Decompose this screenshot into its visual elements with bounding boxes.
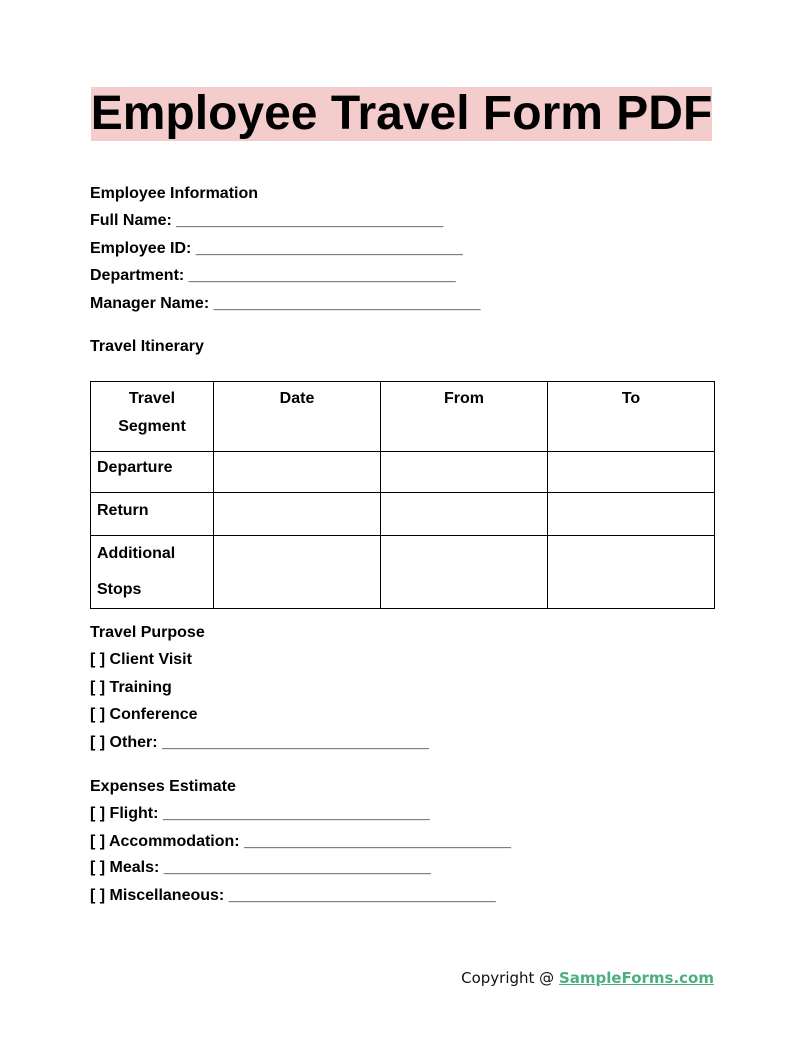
copyright-notice xyxy=(461,968,714,988)
expense-flight[interactable]: [ ] Flight: ______________________________ xyxy=(90,805,430,822)
row-label-additional-stops: Additional Stops xyxy=(91,536,214,609)
departure-to-cell[interactable] xyxy=(548,452,715,493)
expenses-heading: Expenses Estimate xyxy=(90,778,236,795)
expense-accommodation[interactable]: [ ] Accommodation: ______________________________ xyxy=(90,833,512,850)
column-header-segment: Travel Segment xyxy=(91,382,214,452)
return-from-cell[interactable] xyxy=(381,493,548,536)
purpose-heading: Travel Purpose xyxy=(90,624,205,641)
table-row xyxy=(91,493,715,536)
purpose-option-conference[interactable]: [ ] Conference xyxy=(90,706,198,723)
employee-id-field[interactable]: Employee ID: ______________________________ xyxy=(90,240,463,257)
purpose-option-client-visit[interactable]: [ ] Client Visit xyxy=(90,651,192,668)
column-header-date: Date xyxy=(214,382,381,452)
departure-date-cell[interactable] xyxy=(214,452,381,493)
copyright-prefix: Copyright @ xyxy=(461,969,559,987)
stops-date-cell[interactable] xyxy=(214,536,381,609)
page-title: Employee Travel Form PDF xyxy=(90,87,713,140)
itinerary-table xyxy=(90,381,715,609)
title-wrapper xyxy=(0,87,803,141)
column-header-to: To xyxy=(548,382,715,452)
stops-from-cell[interactable] xyxy=(381,536,548,609)
department-field[interactable]: Department: ______________________________ xyxy=(90,267,456,284)
expense-meals[interactable]: [ ] Meals: ______________________________ xyxy=(90,859,431,876)
departure-from-cell[interactable] xyxy=(381,452,548,493)
employee-info-heading: Employee Information xyxy=(90,185,259,202)
table-header-row xyxy=(91,382,715,452)
stops-to-cell[interactable] xyxy=(548,536,715,609)
purpose-option-training[interactable]: [ ] Training xyxy=(90,679,172,696)
row-label-return: Return xyxy=(91,493,214,536)
column-header-from: From xyxy=(381,382,548,452)
brand-link[interactable]: SampleForms.com xyxy=(558,969,714,987)
table-row xyxy=(91,536,715,609)
row-label-departure: Departure xyxy=(91,452,214,493)
manager-name-field[interactable]: Manager Name: ______________________________ xyxy=(90,295,481,312)
purpose-option-other[interactable]: [ ] Other: ______________________________ xyxy=(90,734,429,751)
return-to-cell[interactable] xyxy=(548,493,715,536)
return-date-cell[interactable] xyxy=(214,493,381,536)
full-name-field[interactable]: Full Name: ______________________________ xyxy=(90,212,444,229)
table-row xyxy=(91,452,715,493)
itinerary-heading: Travel Itinerary xyxy=(90,338,204,355)
expense-miscellaneous[interactable]: [ ] Miscellaneous: ______________________________ xyxy=(90,887,496,904)
